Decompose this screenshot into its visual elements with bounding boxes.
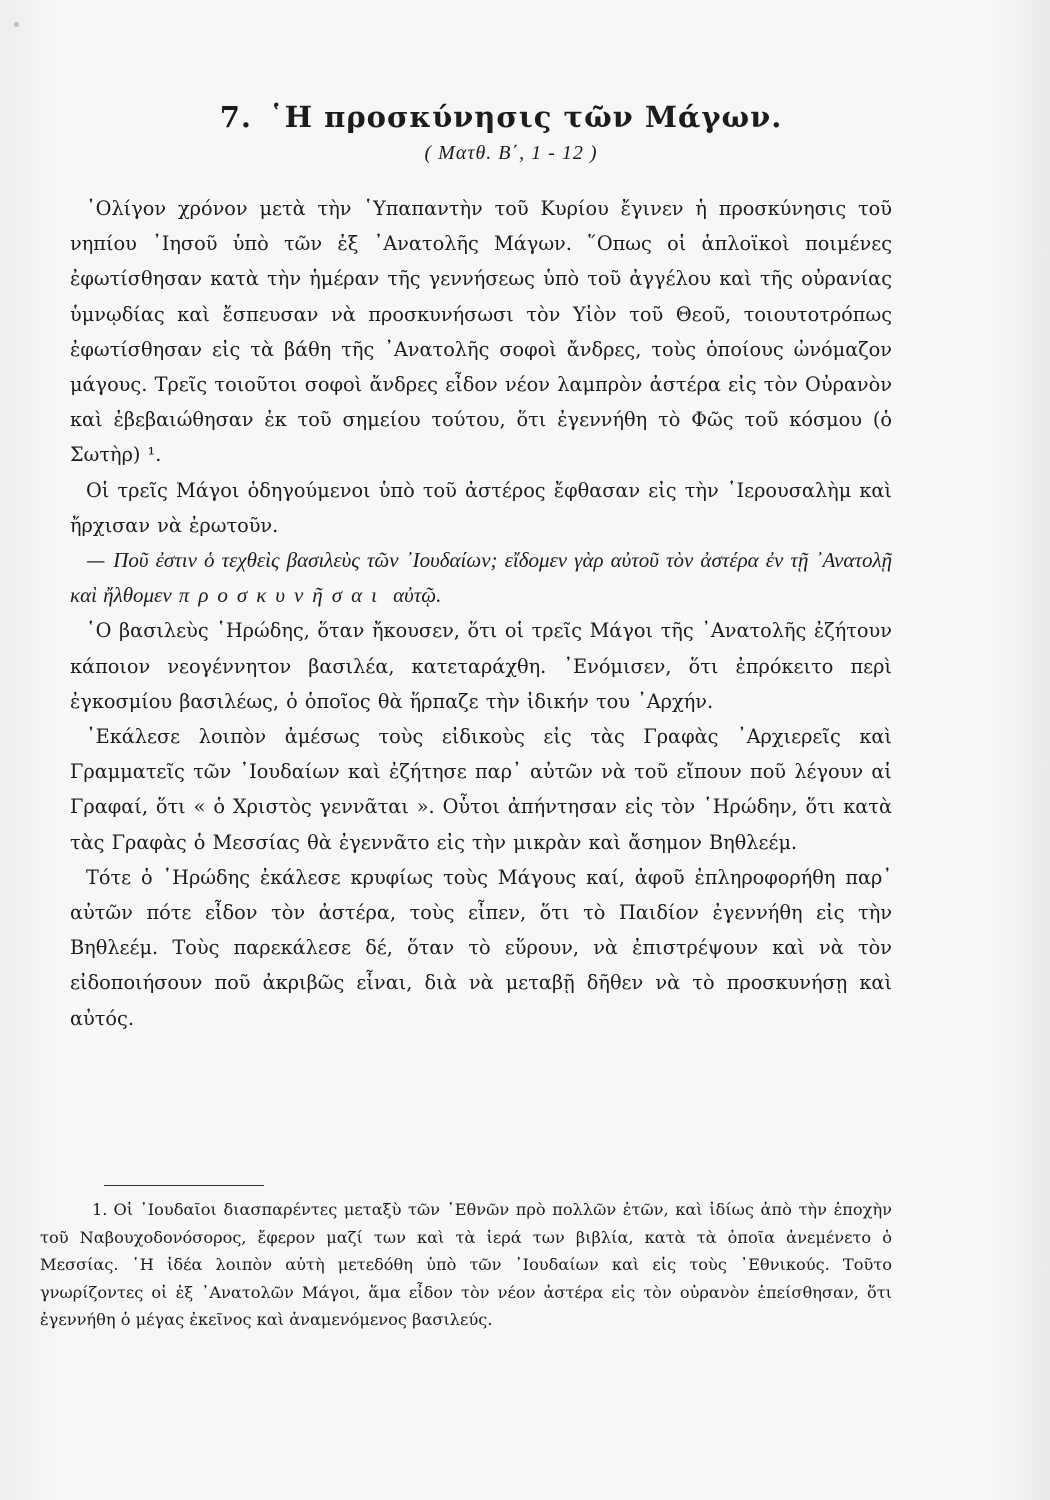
paragraph: Τότε ὁ ῾Ηρώδης ἐκάλεσε κρυφίως τοὺς Μάγους καί, ἀφοῦ ἐπληροφορήθη παρ᾿ αὐτῶν πότε εἶδον τὸν ἀστέρα, τοὺς εἶπεν, ὅτι τὸ Παιδίον ἐγεννήθη εἰς τὴν Βηθλεέμ. Τοὺς παρεκάλεσε δέ, ὅταν τὸ εὕρουν, νὰ ἐπιστρέψουν καὶ νὰ τὸν εἰδοποιήσουν ποῦ ἀκριβῶς εἶναι, διὰ νὰ μεταβῇ δῆθεν νὰ τὸ προσκυνήσῃ καὶ αὐτός. <box>70 865 892 1030</box>
paragraph: ᾿Εκάλεσε λοιπὸν ἀμέσως τοὺς εἰδικοὺς εἰς τὰς Γραφὰς ᾿Αρχιερεῖς καὶ Γραμματεῖς τῶν ᾿Ιουδαίων καὶ ἐζήτησε παρ᾿ αὐτῶν νὰ τοῦ εἴπουν ποῦ λέγουν αἱ Γραφαί, ὅτι « ὁ Χριστὸς γεννᾶται ». Οὗτοι ἀπήντησαν εἰς τὸν ῾Ηρώδην, ὅτι κατὰ τὰς Γραφὰς ὁ Μεσσίας θὰ ἐγεννᾶτο εἰς τὴν μικρὰν καὶ ἄσημον Βηθλεέμ. <box>70 725 892 854</box>
paragraph: ᾿Ολίγον χρόνον μετὰ τὴν ῾Υπαπαντὴν τοῦ Κυρίου ἔγινεν ἡ προσκύνησις τοῦ νηπίου ᾿Ιησοῦ ὑπὸ τῶν ἐξ ᾿Ανατολῆς Μάγων. ῞Οπως οἱ ἁπλοϊκοὶ ποιμένες ἐφωτίσθησαν κατὰ τὴν ἡμέραν τῆς γεννήσεως ὑπὸ τοῦ ἀγγέλου καὶ τῆς οὐρανίας ὑμνῳδίας καὶ ἔσπευσαν νὰ προσκυνήσωσι τὸν Υἱὸν τοῦ Θεοῦ, τοιουτοτρόπως ἐφωτίσθησαν εἰς τὰ βάθη τῆς ᾿Ανατολῆς σοφοὶ ἄνδρες, τοὺς ὁποίους ὠνόμαζον μάγους. Τρεῖς τοιοῦτοι σοφοὶ ἄνδρες εἶδον νέον λαμπρὸν ἀστέρα εἰς τὸν Οὐρανὸν καὶ ἐβεβαιώθησαν ἐκ τοῦ σημείου τούτου, ὅτι ἐγεννήθη τὸ Φῶς τοῦ κόσμου (ὁ Σωτὴρ) ¹. <box>70 197 892 467</box>
footnote <box>40 1196 892 1334</box>
footnote-text: Οἱ ᾿Ιουδαῖοι διασπαρέντες μεταξὺ τῶν ᾿Εθνῶν πρὸ πολλῶν ἐτῶν, καὶ ἰδίως ἀπὸ τὴν ἐποχὴν τοῦ Ναβουχοδονόσορος, ἔφερον μαζί των καὶ τὰ ἱερά των βιβλία, κατὰ τὰ ὁποῖα ἀνεμένετο ὁ Μεσσίας. ῾Η ἰδέα λοιπὸν αὐτὴ μετεδόθη ὑπὸ τῶν ᾿Ιουδαίων καὶ εἰς τοὺς ᾿Εθνικούς. Τοῦτο γνωρίζοντες οἱ ἐξ ᾿Ανατολῶν Μάγοι, ἅμα εἶδον τὸν νέον ἀστέρα εἰς τὸν οὐρανὸν ἐπείσθησαν, ὅτι ἐγεννήθη ὁ μέγας ἐκεῖνος καὶ ἀναμενόμενος βασιλεύς. <box>40 1200 892 1329</box>
page-content <box>70 100 892 1036</box>
quote-dash: — <box>86 549 106 573</box>
chapter-title <box>70 100 892 134</box>
scan-speck <box>14 22 19 27</box>
paragraph: ῾Ο βασιλεὺς ῾Ηρώδης, ὅταν ἤκουσεν, ὅτι οἱ τρεῖς Μάγοι τῆς ᾿Ανατολῆς ἐζήτουν κάποιον νεογέννητον βασιλέα, κατεταράχθη. ᾿Ενόμισεν, ὅτι ἐπρόκειτο περὶ ἐγκοσμίου βασιλέως, ὁ ὁποῖος θὰ ἥρπαζε τὴν ἰδικήν του ᾿Αρχήν. <box>70 619 892 713</box>
quote-text-a: Ποῦ ἐστιν ὁ τεχθεὶς βασιλεὺς τῶν ᾿Ιουδαίων; εἴδομεν γὰρ αὐτοῦ τὸν ἀστέρα ἐν τῇ ᾿Ανατολῇ καὶ ἤλθομεν <box>70 548 892 608</box>
main-text <box>70 191 892 1036</box>
footnote-divider <box>104 1185 264 1186</box>
quote-text-b: αὐτῷ. <box>393 583 442 608</box>
paragraph: Οἱ τρεῖς Μάγοι ὁδηγούμενοι ὑπὸ τοῦ ἀστέρος ἔφθασαν εἰς τὴν ῾Ιερουσαλὴμ καὶ ἤρχισαν νὰ ἐρωτοῦν. <box>70 478 892 537</box>
quote-text-spaced: προσκυνῆσαι <box>178 583 386 608</box>
chapter-number: 7. <box>219 100 252 134</box>
footnote-number: 1. <box>92 1200 108 1219</box>
quotation <box>70 543 892 613</box>
chapter-title-text: ῾Η προσκύνησις τῶν Μάγων. <box>269 100 783 134</box>
scripture-reference: ( Ματθ. Β΄, 1 - 12 ) <box>424 142 598 164</box>
